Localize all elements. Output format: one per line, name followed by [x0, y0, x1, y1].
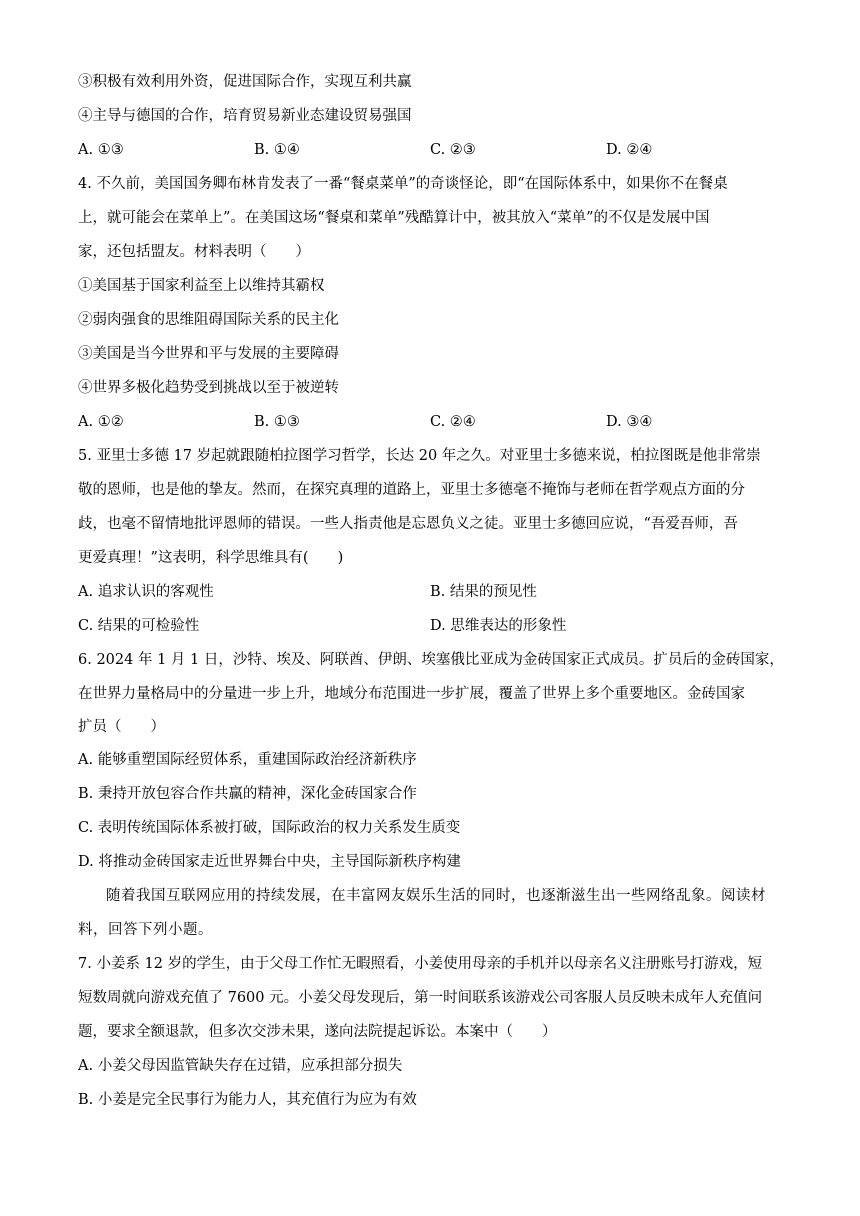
- q6-option-c: C. 表明传统国际体系被打破，国际政治的权力关系发生质变: [78, 820, 461, 836]
- q6-stem-line-1: 6. 2024 年 1 月 1 日，沙特、埃及、阿联酋、伊朗、埃塞俄比亚成为金砖国家正式成员。扩员后的金砖国家，: [78, 652, 784, 668]
- q6-option-d: D. 将推动金砖国家走近世界舞台中央，主导国际新秩序构建: [78, 854, 461, 870]
- q7-option-b: B. 小姜是完全民事行为能力人，其充值行为应为有效: [78, 1092, 417, 1108]
- q7-stem-line-1: 7. 小姜系 12 岁的学生，由于父母工作忙无暇照看，小姜使用母亲的手机并以母亲名义注册账号打游戏，短: [78, 956, 763, 972]
- q5-stem-line-3: 歧，也毫不留情地批评恩师的错误。一些人指责他是忘恩负义之徒。亚里士多德回应说，“吾爱吾师，吾: [78, 516, 738, 532]
- q5-stem-line-1: 5. 亚里士多德 17 岁起就跟随柏拉图学习哲学，长达 20 年之久。对亚里士多德来说，柏拉图既是他非常崇: [78, 448, 761, 464]
- q3-option-b: B. ①④: [254, 142, 300, 158]
- passage-line-2: 料，回答下列小题。: [78, 922, 213, 938]
- q4-option-c: C. ②④: [430, 414, 476, 430]
- q3-item-3: ③积极有效利用外资，促进国际合作，实现互利共赢: [78, 74, 412, 90]
- q3-item-4: ④主导与德国的合作，培育贸易新业态建设贸易强国: [78, 108, 412, 124]
- q6-option-a: A. 能够重塑国际经贸体系，重建国际政治经济新秩序: [78, 752, 417, 768]
- q5-stem-line-4: 更爱真理！”这表明，科学思维具有( ): [78, 550, 344, 566]
- q7-option-a: A. 小姜父母因监管缺失存在过错，应承担部分损失: [78, 1058, 403, 1074]
- q6-stem-line-3: 扩员（ ）: [78, 719, 165, 735]
- q7-stem-line-2: 短数周就向游戏充值了 7600 元。小姜父母发现后，第一时间联系该游戏公司客服人员反映未成年人充值问: [78, 990, 763, 1006]
- q4-option-b: B. ①③: [254, 414, 300, 430]
- q5-option-d: D. 思维表达的形象性: [430, 618, 567, 634]
- q3-option-d: D. ②④: [606, 142, 653, 158]
- q6-option-b: B. 秉持开放包容合作共赢的精神，深化金砖国家合作: [78, 786, 417, 802]
- q5-option-c: C. 结果的可检验性: [78, 618, 200, 634]
- q4-stem-line-2: 上，就可能会在菜单上”。在美国这场“餐桌和菜单”残酷算计中，被其放入“菜单”的不仅是发展中国: [78, 210, 710, 226]
- q5-stem-line-2: 敬的恩师，也是他的挚友。然而，在探究真理的道路上，亚里士多德毫不掩饰与老师在哲学观点方面的分: [78, 482, 745, 498]
- q7-stem-line-3: 题，要求全额退款，但多次交涉未果，遂向法院提起诉讼。本案中（ ）: [78, 1024, 557, 1040]
- q4-stem-line-3: 家，还包括盟友。材料表明（ ）: [78, 244, 310, 260]
- q4-stem-line-1: 4. 不久前，美国国务卿布林肯发表了一番“餐桌菜单”的奇谈怪论，即“在国际体系中，如果你不在餐桌: [78, 176, 728, 192]
- q3-option-a: A. ①③: [78, 142, 124, 158]
- q4-item-3: ③美国是当今世界和平与发展的主要障碍: [78, 346, 339, 362]
- q3-option-c: C. ②③: [430, 142, 476, 158]
- q4-item-2: ②弱肉强食的思维阻碍国际关系的民主化: [78, 312, 339, 328]
- passage-line-1: 随着我国互联网应用的持续发展，在丰富网友娱乐生活的同时，也逐渐滋生出一些网络乱象。阅读材: [106, 888, 766, 904]
- q4-item-4: ④世界多极化趋势受到挑战以至于被逆转: [78, 380, 339, 396]
- q4-item-1: ①美国基于国家利益至上以维持其霸权: [78, 278, 325, 294]
- q4-option-d: D. ③④: [606, 414, 653, 430]
- q5-option-b: B. 结果的预见性: [430, 584, 537, 600]
- q6-stem-line-2: 在世界力量格局中的分量进一步上升，地域分布范围进一步扩展，覆盖了世界上多个重要地区。金砖国家: [78, 686, 745, 702]
- q5-option-a: A. 追求认识的客观性: [78, 584, 214, 600]
- q4-option-a: A. ①②: [78, 414, 124, 430]
